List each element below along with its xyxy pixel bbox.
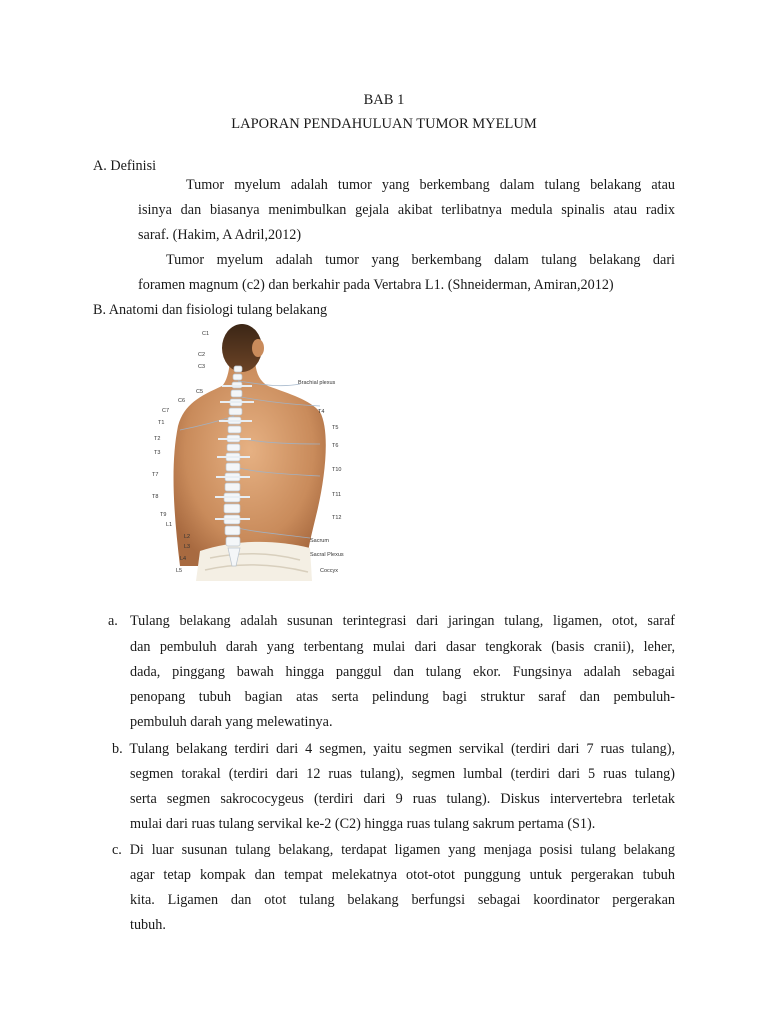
label-t7: T7 bbox=[152, 472, 159, 478]
document-title: LAPORAN PENDAHULUAN TUMOR MYELUM bbox=[231, 116, 537, 132]
item-b-line-4: mulai dari ruas tulang servikal ke-2 (C2) hingga ruas tulang sakrum pertama (S1). bbox=[130, 816, 596, 832]
item-b-line-3: serta segmen sakrococygeus (terdiri dari 9 ruas tulang). Diskus intervertebra terletak bbox=[130, 791, 675, 807]
label-sacrum: Sacrum bbox=[310, 538, 329, 544]
item-a-line-3: dada, pinggang bawah hingga panggul dan tulang ekor. Fungsinya adalah sebagai bbox=[130, 664, 675, 680]
label-t8: T8 bbox=[152, 494, 159, 500]
item-c-line-3: kita. Ligamen dan otot tulang belakang berfungsi sebagai koordinator pergerakan bbox=[130, 892, 675, 908]
label-c1: C1 bbox=[202, 331, 210, 337]
item-a-line-2: dan pembuluh darah yang terbentang mulai dari dasar tengkorak (basis cranii), leher, bbox=[130, 639, 675, 655]
label-c2: C2 bbox=[198, 352, 206, 358]
torso-shape bbox=[174, 356, 326, 566]
ear-shape bbox=[252, 339, 264, 357]
chapter-label: BAB 1 bbox=[363, 92, 405, 108]
label-sacral-plexus: Sacral Plexus bbox=[310, 552, 344, 558]
label-t6: T6 bbox=[332, 443, 339, 449]
definition-line-1: Tumor myelum adalah tumor yang berkembang dalam tulang belakang atau bbox=[186, 177, 675, 193]
label-c6: C6 bbox=[178, 398, 186, 404]
item-a-line-1: Tulang belakang adalah susunan terintegrasi dari jaringan tulang, ligamen, otot, saraf bbox=[130, 613, 675, 629]
item-c-line-2: agar tetap kompak dan tempat melekatnya otot-otot punggung untuk pergerakan tubuh bbox=[130, 867, 675, 883]
section-b-heading: B. Anatomi dan fisiologi tulang belakang bbox=[93, 302, 328, 318]
label-t1: T1 bbox=[158, 420, 165, 426]
definition-line-2: isinya dan biasanya menimbulkan gejala akibat terlibatnya medula spinalis atau radix bbox=[138, 202, 675, 218]
label-coccyx: Coccyx bbox=[320, 568, 339, 574]
label-brachial-plexus: Brachial plexus bbox=[298, 380, 336, 386]
item-a-marker: a. bbox=[108, 613, 118, 629]
definition-line-3: saraf. (Hakim, A Adril,2012) bbox=[138, 227, 302, 243]
definition-line-4: Tumor myelum adalah tumor yang berkembang dalam tulang belakang dari bbox=[166, 252, 675, 268]
label-c7: C7 bbox=[162, 408, 170, 414]
label-c3: C3 bbox=[198, 364, 206, 370]
section-a-heading: A. Definisi bbox=[93, 158, 157, 174]
cloth-shape bbox=[196, 542, 312, 581]
label-t5: T5 bbox=[332, 425, 339, 431]
label-l2: L2 bbox=[184, 534, 191, 540]
label-t2: T2 bbox=[154, 436, 161, 442]
label-l3: L3 bbox=[184, 544, 191, 550]
label-t11: T11 bbox=[332, 492, 342, 498]
item-b-line-1: b. Tulang belakang terdiri dari 4 segmen, yaitu segmen servikal (terdiri dari 7 ruas tulang), bbox=[112, 741, 675, 757]
label-l5: L5 bbox=[176, 568, 183, 574]
label-c5: C5 bbox=[196, 389, 204, 395]
label-t9: T9 bbox=[160, 512, 167, 518]
item-b-line-2: segmen torakal (terdiri dari 12 ruas tulang), segmen lumbal (terdiri dari 5 ruas tulang) bbox=[130, 766, 675, 782]
spine-anatomy-figure bbox=[152, 326, 385, 581]
item-a-line-5: pembuluh darah yang melewatinya. bbox=[130, 714, 333, 730]
label-t4: T4 bbox=[318, 409, 325, 415]
item-a-line-4: penopang tubuh bagian atas serta pelindung bagi struktur saraf dan pembuluh- bbox=[130, 689, 675, 705]
item-c-line-4: tubuh. bbox=[130, 917, 166, 933]
spine-illustration bbox=[152, 326, 385, 581]
label-t10: T10 bbox=[332, 467, 342, 473]
item-c-line-1: c. Di luar susunan tulang belakang, terdapat ligamen yang menjaga posisi tulang belakang bbox=[112, 842, 675, 858]
definition-line-5: foramen magnum (c2) dan berkahir pada Vertabra L1. (Shneiderman, Amiran,2012) bbox=[138, 277, 614, 293]
label-t3: T3 bbox=[154, 450, 161, 456]
label-t12: T12 bbox=[332, 515, 342, 521]
label-l1: L1 bbox=[166, 522, 173, 528]
label-l4: L4 bbox=[180, 556, 187, 562]
